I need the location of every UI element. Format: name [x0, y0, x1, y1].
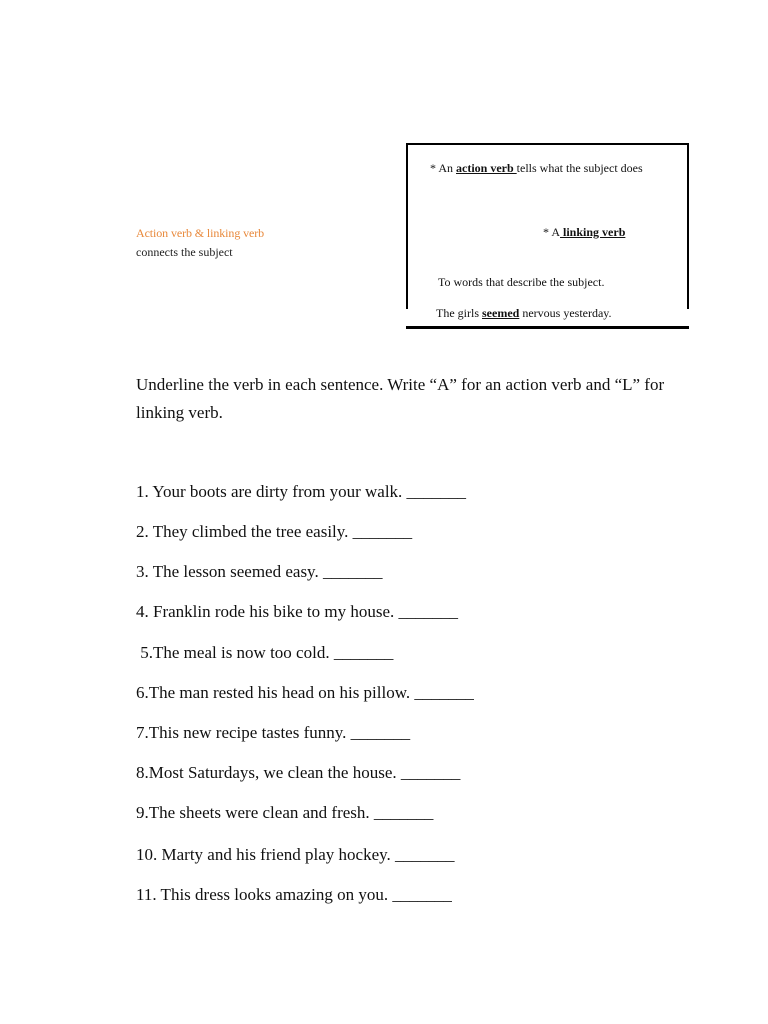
exercise-item-5: 5.The meal is now too cold. _______: [136, 643, 394, 662]
box-border-right: [687, 143, 689, 309]
definition-box: [406, 143, 686, 327]
example-verb: seemed: [482, 306, 520, 320]
example-suffix: nervous yesterday.: [519, 306, 612, 320]
box-border-bottom: [406, 326, 689, 329]
exercise-item-2: 2. They climbed the tree easily. _______: [136, 522, 413, 541]
exercise-item-6: 6.The man rested his head on his pillow. _______: [136, 683, 474, 702]
action-verb-prefix: * An: [430, 161, 457, 175]
action-verb-suffix: tells what the subject does: [516, 161, 643, 175]
exercise-item-9: 9.The sheets were clean and fresh. _______: [136, 803, 434, 822]
exercise-item-3: 3. The lesson seemed easy. _______: [136, 562, 383, 581]
action-verb-definition: [430, 161, 643, 176]
definition-title: Action verb & linking verb: [136, 226, 265, 240]
exercise-item-10: 10. Marty and his friend play hockey. _______: [136, 845, 455, 864]
action-verb-term: action verb: [456, 161, 517, 175]
box-border-left: [406, 143, 408, 309]
exercise-item-4: 4. Franklin rode his bike to my house. _______: [136, 602, 459, 621]
linking-verb-example: [436, 306, 612, 321]
exercise-item-7: 7.This new recipe tastes funny. _______: [136, 723, 411, 742]
exercise-item-8: 8.Most Saturdays, we clean the house. _______: [136, 763, 461, 782]
exercise-item-1: 1. Your boots are dirty from your walk. _______: [136, 482, 467, 501]
definition-subtitle: connects the subject: [136, 245, 233, 259]
box-border-top: [406, 143, 689, 145]
instructions: Underline the verb in each sentence. Write “A” for an action verb and “L” for linking verb.: [136, 375, 665, 422]
example-prefix: The girls: [436, 306, 482, 320]
linking-verb-term: linking verb: [560, 225, 626, 239]
linking-verb-definition: [543, 225, 625, 240]
linking-verb-explanation: To words that describe the subject.: [438, 275, 605, 289]
linking-verb-prefix: * A: [543, 225, 561, 239]
exercise-item-11: 11. This dress looks amazing on you. _______: [136, 885, 452, 904]
